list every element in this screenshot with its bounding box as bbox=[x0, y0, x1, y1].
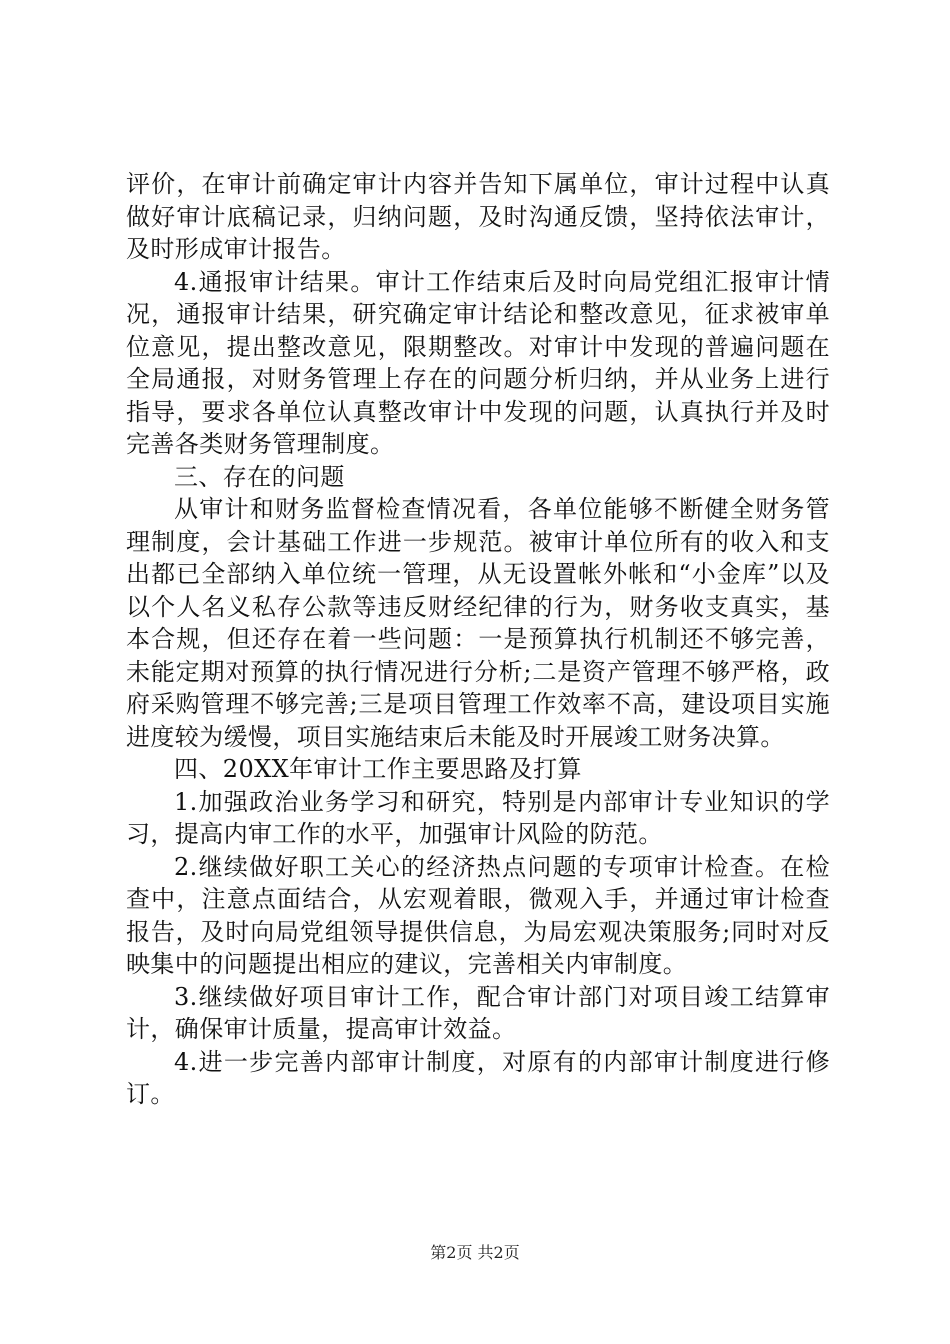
document-body bbox=[126, 168, 830, 1111]
section-heading-problems: 三、存在的问题 bbox=[174, 462, 345, 491]
page-number-label: 第2页 共2页 bbox=[430, 1243, 520, 1262]
paragraph-plan-3: 3.继续做好项目审计工作，配合审计部门对项目竣工结算审计，确保审计质量，提高审计效益。 bbox=[126, 982, 830, 1043]
paragraph-plan-4: 4.进一步完善内部审计制度，对原有的内部审计制度进行修订。 bbox=[126, 1047, 830, 1108]
paragraph-plan-2: 2.继续做好职工关心的经济热点问题的专项审计检查。在检查中，注意点面结合，从宏观着眼，微观入手，并通过审计检查报告，及时向局党组领导提供信息，为局宏观决策服务;同时对反映集中的问题提出相应的建议，完善相关内审制度。 bbox=[126, 852, 830, 978]
section-heading-plans: 四、20XX年审计工作主要思路及打算 bbox=[174, 755, 582, 783]
paragraph-report-results: 4.通报审计结果。审计工作结束后及时向局党组汇报审计情况，通报审计结果，研究确定审计结论和整改意见，征求被审单位意见，提出整改意见，限期整改。对审计中发现的普遍问题在全局通报，对财务管理上存在的问题分析归纳，并从业务上进行指导，要求各单位认真整改审计中发现的问题，认真执行并及时完善各类财务管理制度。 bbox=[126, 267, 830, 458]
paragraph-continuation: 评价，在审计前确定审计内容并告知下属单位，审计过程中认真做好审计底稿记录，归纳问题，及时沟通反馈，坚持依法审计，及时形成审计报告。 bbox=[126, 170, 830, 263]
paragraph-plan-1: 1.加强政治业务学习和研究，特别是内部审计专业知识的学习，提高内审工作的水平，加强审计风险的防范。 bbox=[126, 787, 830, 848]
paragraph-problems: 从审计和财务监督检查情况看，各单位能够不断健全财务管理制度，会计基础工作进一步规范。被审计单位所有的收入和支出都已全部纳入单位统一管理，从无设置帐外帐和“小金库”以及以个人名义私存公款等违反财经纪律的行为，财务收支真实，基本合规，但还存在着一些问题：一是预算执行机制还不够完善，未能定期对预算的执行情况进行分析;二是资产管理不够严格，政府采购管理不够完善;三是项目管理工作效率不高，建设项目实施进度较为缓慢，项目实施结束后未能及时开展竣工财务决算。 bbox=[126, 495, 830, 751]
page-footer bbox=[0, 1243, 950, 1263]
